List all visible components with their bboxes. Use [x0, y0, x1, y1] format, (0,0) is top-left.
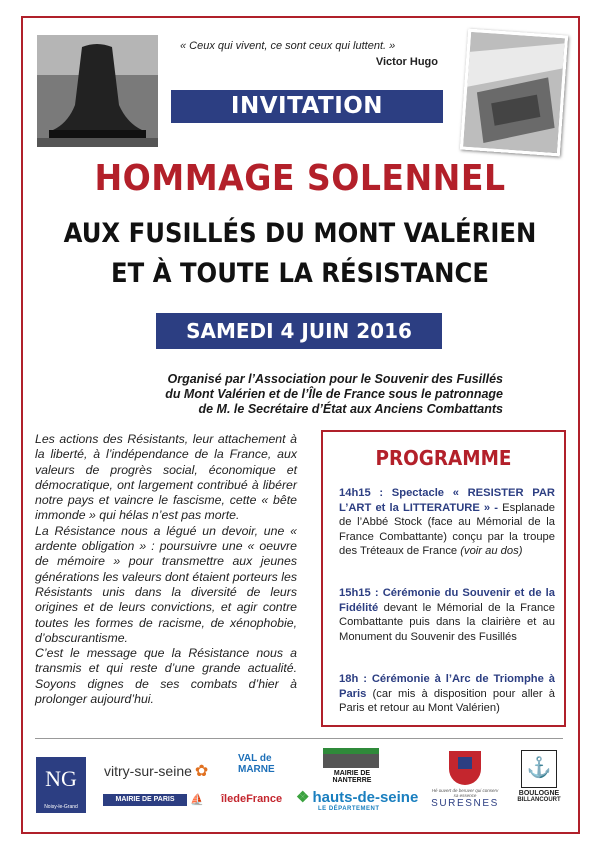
programme-item-text: Esplanade de l’Abbé Stock (face au Mémorial de la France Combattante) conçu par la troupe des Tréteaux de France: [339, 501, 556, 558]
programme-item-text: devant le Mémorial de la France Combattante puis dans la clairière et au Monument du Souvenir des Fusillés: [339, 601, 555, 643]
quote-text: « Ceux qui vivent, ce sont ceux qui luttent. »: [180, 40, 396, 52]
boulogne-logo: [515, 750, 563, 803]
ng-label: Noisy-le-Grand: [44, 804, 78, 810]
nanterre-label: MAIRIE DE NANTERRE: [332, 770, 372, 784]
mairie-de-paris-logo: MAIRIE DE PARIS: [103, 794, 187, 806]
programme-item-heading: 15h15 : Cérémonie du Souvenir et de la Fidélité: [339, 587, 555, 614]
programme-item-text: (car mis à disposition pour aller à Paris et retour au Mont Valérien): [339, 687, 555, 715]
nanterre-logo: [323, 748, 381, 784]
val-de-marne-line2: MARNE: [238, 764, 275, 775]
body-paragraph: La Résistance nous a légué un devoir, une « ardente obligation » : poursuivre une « oeuvre de mémoire » pour transmettre aux jeunes générations les valeurs dont étaient porteurs les Résistants unis dans la diversité de leurs origines et de leurs convictions, et agir contre toutes les formes de racisme, de xénophobie, d’obscurantisme.: [35, 523, 297, 645]
ile-de-france-logo: îledeFrance: [221, 793, 283, 805]
body-paragraph: Les actions des Résistants, leur attachement à la liberté, à l’indépendance de la France, aux valeurs de progrès social, économique et démocratique, ont largement contribué à libérer notre pays et vaincre le fascisme, cette « bête immonde » qui hélas n’est pas morte.: [35, 432, 297, 523]
bell-photo: [37, 35, 158, 147]
main-title: HOMMAGE SOLENNEL: [94, 158, 506, 199]
programme-item: [339, 586, 555, 644]
crest-icon: [449, 751, 481, 785]
programme-item: [339, 486, 555, 559]
subtitle-line-2: ET À TOUTE LA RÉSISTANCE: [111, 258, 489, 289]
hds-label: hauts-de-seine: [312, 789, 419, 806]
hauts-de-seine-logo: [296, 788, 418, 812]
programme-item-heading: 18h : Cérémonie à l’Arc de Triomphe à Paris: [339, 673, 555, 700]
footer-divider: [35, 738, 563, 739]
suresnes-logo: [430, 751, 500, 809]
programme-item-heading: 14h15 : Spectacle « RESISTER PAR L’ART et la LITTERATURE » -: [339, 487, 555, 514]
organiser-line: du Mont Valérien et de l’Île de France sous le patronnage: [165, 387, 503, 401]
vitry-logo: [104, 761, 208, 781]
suresnes-label: SURESNES: [431, 798, 499, 809]
organiser-line: Organisé par l’Association pour le Souvenir des Fusillés: [167, 372, 503, 386]
leaf-icon: ❖: [296, 789, 310, 806]
programme-title: PROGRAMME: [375, 446, 512, 470]
programme-item-note: (voir au dos): [460, 545, 523, 558]
organiser-block: [115, 372, 503, 417]
billancourt-label: BILLANCOURT: [517, 797, 561, 803]
paris-ship-icon: ⛵: [190, 794, 204, 806]
programme-box: [321, 430, 566, 727]
boulogne-label: BOULOGNE: [518, 790, 560, 797]
programme-item: [339, 672, 555, 716]
noisy-le-grand-logo: [36, 757, 86, 813]
invitation-banner: INVITATION: [171, 90, 443, 123]
organiser-line: de M. le Secrétaire d’État aux Anciens Combattants: [198, 402, 503, 416]
val-de-marne-logo: [238, 753, 300, 781]
hds-sub-label: LE DÉPARTEMENT: [318, 806, 380, 812]
ship-icon: ⚓: [521, 750, 557, 788]
body-paragraph: C’est le message que la Résistance nous a transmis et qui reste d’une grande actualité. Soyons dignes de ses combats d’hier à prolonger aujourd’hui.: [35, 646, 297, 707]
ng-monogram: NG: [45, 766, 77, 791]
memorial-photo: [460, 29, 568, 157]
body-text: [35, 432, 297, 707]
vitry-label: vitry-sur-seine: [104, 763, 192, 779]
quote-author: Victor Hugo: [375, 56, 438, 68]
event-date: SAMEDI 4 JUIN 2016: [156, 313, 442, 349]
flower-icon: ✿: [194, 763, 209, 780]
building-icon: [323, 748, 379, 768]
val-de-marne-line1: VAL de: [238, 753, 272, 764]
subtitle-line-1: AUX FUSILLÉS DU MONT VALÉRIEN: [63, 218, 537, 249]
suresnes-motto: Hé ouvert de beruver qui conserv sa essence: [431, 788, 499, 798]
